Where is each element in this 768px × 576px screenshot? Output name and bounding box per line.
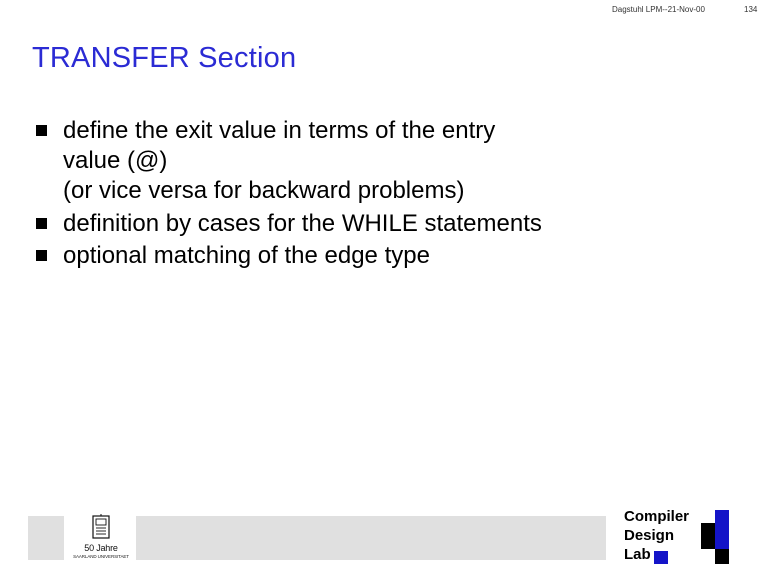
logo-bars-icon (697, 510, 729, 564)
bullet-text-line: definition by cases for the WHILE statements (63, 209, 542, 237)
slide-header (0, 5, 768, 21)
seal-emblem-icon (88, 514, 114, 544)
bullet-text-line: (or vice versa for backward problems) (63, 177, 465, 205)
logo-bar-black-bottom (715, 549, 729, 564)
bullet-list (34, 116, 750, 273)
bullet-text-line: value (@) (63, 147, 168, 175)
seal-sublabel: SAARLAND UNIVERSITAET (73, 554, 129, 559)
bullet-square-icon (36, 250, 47, 261)
logo-bar-black (701, 523, 715, 549)
university-seal (70, 514, 132, 572)
logo-bar-blue (715, 510, 729, 549)
bullet-square-icon (36, 125, 47, 136)
logo-line-lab: Lab (624, 545, 651, 563)
bullet-text-line: define the exit value in terms of the entry (63, 117, 496, 144)
logo-line-compiler: Compiler (624, 508, 690, 525)
logo-bar-blue-small (654, 551, 668, 564)
page-title: TRANSFER Section (32, 42, 297, 74)
seal-label: 50 Jahre (84, 543, 118, 553)
bullet-text-line: optional matching of the edge type (63, 241, 430, 269)
list-item (34, 209, 750, 239)
header-page-number: 134 (744, 5, 758, 14)
compiler-design-lab-logo (624, 508, 752, 570)
bullet-square-icon (36, 218, 47, 229)
logo-line-design: Design (624, 526, 675, 544)
list-item (34, 116, 750, 207)
list-item (34, 241, 750, 271)
header-conference-label: Dagstuhl LPM--21-Nov-00 (612, 5, 705, 14)
footer-band-left (28, 516, 64, 560)
